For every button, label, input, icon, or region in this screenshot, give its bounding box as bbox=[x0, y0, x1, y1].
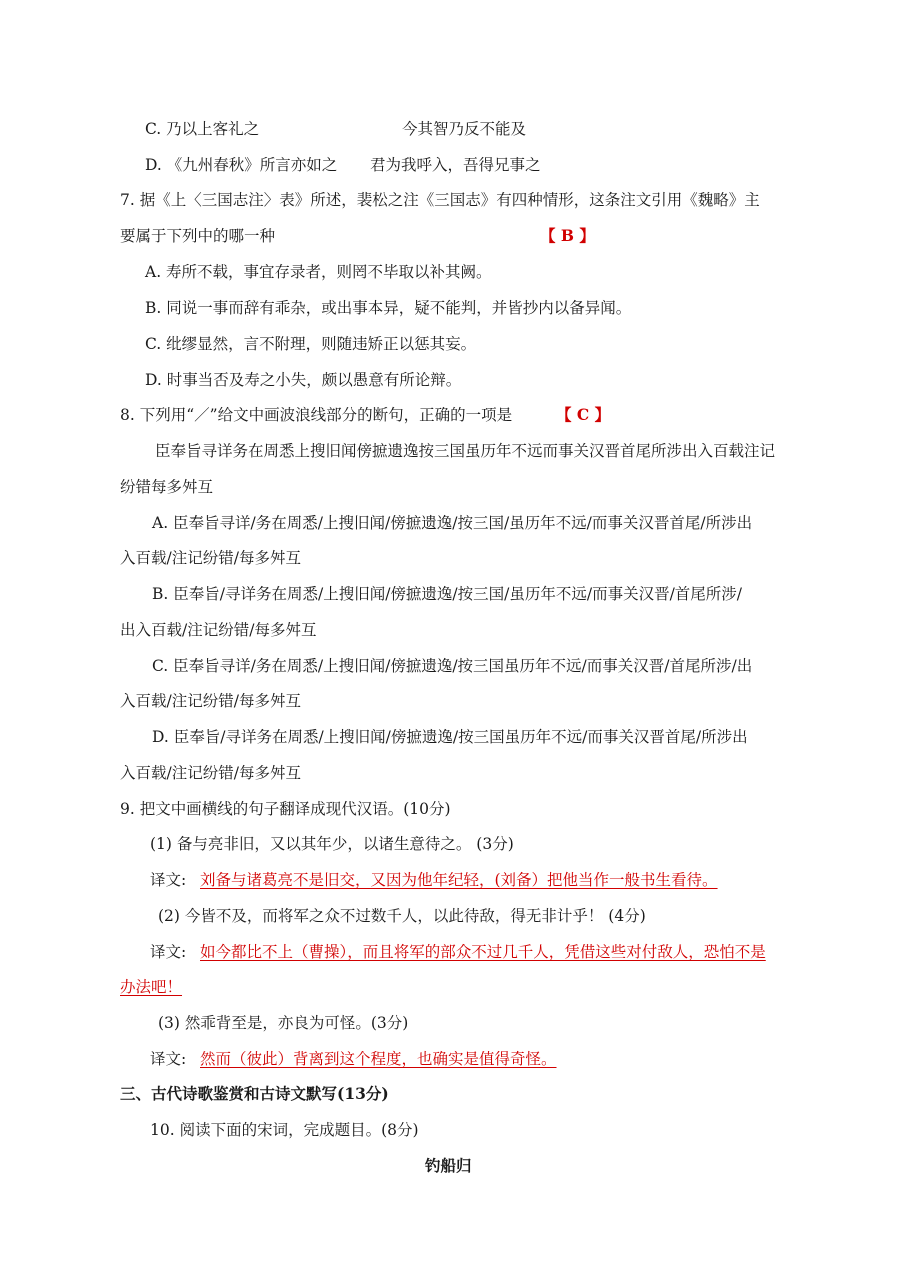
q7-option-a: A. 寿所不载，事宜存录者，则罔不毕取以补其阙。 bbox=[145, 263, 492, 281]
q9-translation-3: 然而（彼此）背离到这个程度，也确实是值得奇怪。 bbox=[200, 1050, 557, 1068]
q8-option-c-line2: 入百载/注记纷错/每多舛互 bbox=[120, 692, 301, 710]
q7-answer: 【 B 】 bbox=[540, 226, 595, 245]
q7-stem-line2: 要属于下列中的哪一种 bbox=[120, 227, 276, 245]
q6-option-d-right: 君为我呼入，吾得兄事之 bbox=[370, 156, 541, 174]
q9-translation-label-2: 译文: bbox=[150, 943, 187, 961]
q9-sentence-3: (3) 然乖背至是，亦良为可怪。(3分) bbox=[158, 1014, 409, 1032]
q9-translation-label-3: 译文: bbox=[150, 1050, 187, 1068]
q8-passage-line1: 臣奉旨寻详务在周悉上搜旧闻傍摭遗逸按三国虽历年不远而事关汉晋首尾所涉出入百载注记 bbox=[155, 442, 776, 460]
q8-passage-line2: 纷错每多舛互 bbox=[120, 478, 214, 496]
q7-option-d: D. 时事当否及寿之小失，颇以愚意有所论辩。 bbox=[145, 371, 462, 389]
q10-stem: 10. 阅读下面的宋词，完成题目。(8分) bbox=[150, 1121, 419, 1139]
q7-option-c: C. 纰缪显然，言不附理，则随违矫正以惩其妄。 bbox=[145, 335, 477, 353]
q9-translation-2-line2: 办法吧！ bbox=[120, 978, 183, 996]
q8-option-d-line2: 入百载/注记纷错/每多舛互 bbox=[120, 764, 301, 782]
q9-stem: 9. 把文中画横线的句子翻译成现代汉语。(10分) bbox=[120, 800, 451, 818]
q8-option-a-line1: A. 臣奉旨寻详/务在周悉/上搜旧闻/傍摭遗逸/按三国/虽历年不远/而事关汉晋首尾/所涉出 bbox=[152, 514, 753, 532]
q8-stem: 8. 下列用“／”给文中画波浪线部分的断句，正确的一项是 bbox=[120, 406, 513, 424]
q9-sentence-1: (1) 备与亮非旧，又以其年少，以诸生意待之。 (3分) bbox=[150, 835, 514, 853]
q8-option-a-line2: 入百载/注记纷错/每多舛互 bbox=[120, 549, 301, 567]
q6-option-c: C. 乃以上客礼之 bbox=[145, 120, 260, 138]
q9-translation-2-line1: 如今都比不上（曹操），而且将军的部众不过几千人，凭借这些对付敌人，恐怕不是 bbox=[200, 943, 766, 961]
q8-option-b-line1: B. 臣奉旨/寻详务在周悉/上搜旧闻/傍摭遗逸/按三国/虽历年不远/而事关汉晋/首尾所涉/ bbox=[152, 585, 743, 603]
q6-option-d: D. 《九州春秋》所言亦如之 bbox=[145, 156, 338, 174]
q9-translation-label-1: 译文: bbox=[150, 871, 187, 889]
q7-stem-line1: 7. 据《上〈三国志注〉表》所述，裴松之注《三国志》有四种情形，这条注文引用《魏略》主 bbox=[120, 191, 760, 209]
q8-option-d-line1: D. 臣奉旨/寻详务在周悉/上搜旧闻/傍摭遗逸/按三国虽历年不远/而事关汉晋首尾/所涉出 bbox=[152, 728, 748, 746]
q8-option-c-line1: C. 臣奉旨寻详/务在周悉/上搜旧闻/傍摭遗逸/按三国虽历年不远/而事关汉晋/首尾所涉/出 bbox=[152, 657, 753, 675]
q9-translation-1: 刘备与诸葛亮不是旧交，又因为他年纪轻，(刘备）把他当作一般书生看待。 bbox=[200, 871, 718, 889]
q9-sentence-2: (2) 今皆不及，而将军之众不过数千人，以此待敌，得无非计乎！ (4分) bbox=[158, 907, 646, 925]
q8-option-b-line2: 出入百载/注记纷错/每多舛互 bbox=[120, 621, 317, 639]
section-3-heading: 三、古代诗歌鉴赏和古诗文默写(13分) bbox=[120, 1084, 389, 1103]
q6-option-c-right: 今其智乃反不能及 bbox=[402, 120, 527, 138]
q8-answer: 【 C 】 bbox=[556, 405, 611, 424]
poem-title: 钓船归 bbox=[425, 1156, 472, 1175]
q7-option-b: B. 同说一事而辞有乖杂，或出事本异，疑不能判，并皆抄内以备异闻。 bbox=[145, 299, 632, 317]
